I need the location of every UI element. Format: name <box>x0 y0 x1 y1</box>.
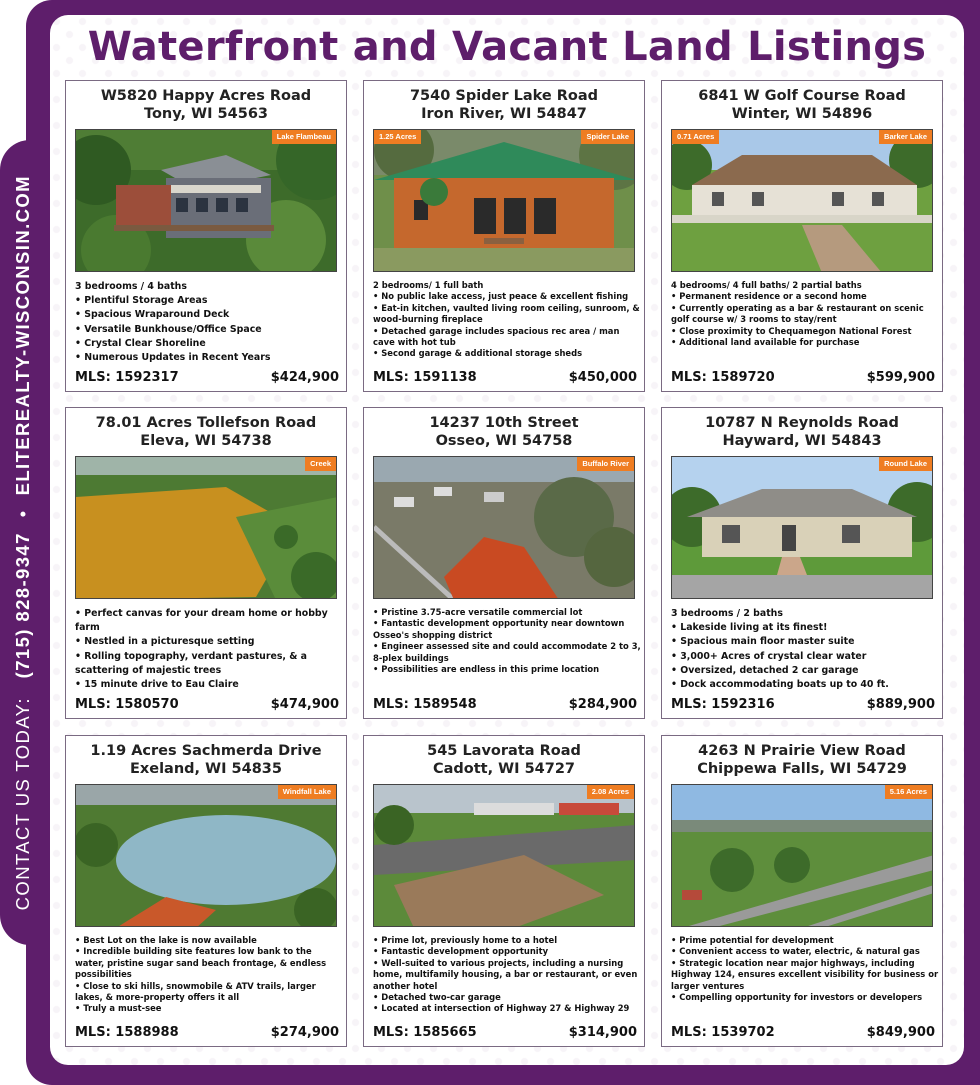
address-city: Chippewa Falls, WI 54729 <box>697 761 907 777</box>
feature-item: • Strategic location near major highways, including Highway 124, ensures excellent visibility for business or larger ventures <box>671 957 939 991</box>
feature-item: • No public lake access, just peace & excellent fishing <box>373 291 629 302</box>
water-badge: Creek <box>305 457 336 471</box>
feature-item: • Well-suited to various projects, including a nursing home, multifamily housing, a bar or restaurant, or even another hotel <box>373 957 638 991</box>
address-street: 1.19 Acres Sachmerda Drive <box>90 743 322 759</box>
listing-price: $599,900 <box>866 370 935 385</box>
lake-badge: Lake Flambeau <box>272 130 336 144</box>
feature-item: • Additional land available for purchase <box>671 337 860 348</box>
listing-features <box>75 935 343 1015</box>
mls-number: MLS: 1591138 <box>373 370 477 385</box>
feature-item: 2 bedrooms/ 1 full bath <box>373 280 484 290</box>
page-title: Waterfront and Vacant Land Listings <box>87 24 927 70</box>
feature-item: • Permanent residence or a second home <box>671 291 867 302</box>
feature-item: • Perfect canvas for your dream home or hobby farm <box>75 608 328 634</box>
listing-price: $474,900 <box>270 697 339 712</box>
address-city: Iron River, WI 54847 <box>421 106 587 122</box>
listing-price: $274,900 <box>270 1025 339 1040</box>
listing-price: $889,900 <box>866 697 935 712</box>
feature-item: • Best Lot on the lake is now available <box>75 935 257 945</box>
address-city: Osseo, WI 54758 <box>435 433 573 449</box>
listing-photo[interactable] <box>75 784 337 927</box>
feature-item: • Pristine 3.75-acre versatile commercial lot <box>373 607 583 617</box>
listing-address <box>662 87 942 123</box>
listing-photo[interactable] <box>75 129 337 272</box>
address-city: Winter, WI 54896 <box>731 106 873 122</box>
feature-item: • Currently operating as a bar & restaurant on scenic golf course w/ 3 rooms to stay/rent <box>671 302 924 325</box>
address-street: 6841 W Golf Course Road <box>698 88 906 104</box>
listing-card-2[interactable] <box>363 80 645 392</box>
listing-card-8[interactable] <box>363 735 645 1047</box>
acreage-badge: 2.08 Acres <box>587 785 634 799</box>
mls-number: MLS: 1588988 <box>75 1025 179 1040</box>
lake-badge: Windfall Lake <box>278 785 336 799</box>
listing-features <box>373 607 641 675</box>
feature-item: • Close proximity to Chequamegon National Forest <box>671 325 912 336</box>
listing-price: $450,000 <box>568 370 637 385</box>
feature-item: • Incredible building site features low bank to the water, pristine sugar sand beach frontage, & endless possibilities <box>75 946 327 980</box>
feature-item: • Convenient access to water, electric, & natural gas <box>671 946 920 957</box>
feature-item: • Rolling topography, verdant pastures, & a scattering of majestic trees <box>75 650 308 676</box>
feature-item: • Plentiful Storage Areas <box>75 295 208 307</box>
listing-card-3[interactable] <box>661 80 943 392</box>
acreage-badge: 0.71 Acres <box>672 130 719 144</box>
listing-price: $284,900 <box>568 697 637 712</box>
listing-address <box>364 742 644 778</box>
listing-price: $314,900 <box>568 1025 637 1040</box>
address-street: 7540 Spider Lake Road <box>409 88 599 104</box>
feature-item: • Located at intersection of Highway 27 & Highway 29 <box>373 1003 630 1014</box>
phone-number[interactable]: (715) 828-9347 <box>12 532 33 679</box>
address-city: Hayward, WI 54843 <box>722 433 882 449</box>
feature-item: • Fantastic development opportunity <box>373 946 549 957</box>
listing-address <box>364 87 644 123</box>
mls-number: MLS: 1592316 <box>671 697 775 712</box>
feature-item: • Oversized, detached 2 car garage <box>671 664 859 676</box>
address-city: Eleva, WI 54738 <box>140 433 272 449</box>
listing-features <box>671 280 939 348</box>
feature-item: 4 bedrooms/ 4 full baths/ 2 partial baths <box>671 280 862 290</box>
listing-photo[interactable] <box>671 456 933 599</box>
feature-item: • Crystal Clear Shoreline <box>75 337 206 349</box>
mls-number: MLS: 1592317 <box>75 370 179 385</box>
feature-item: • Close to ski hills, snowmobile & ATV trails, larger lakes, & more-property offers it all <box>75 980 316 1003</box>
feature-item: • Numerous Updates in Recent Years <box>75 352 271 364</box>
separator-dot: • <box>12 509 33 518</box>
listing-photo[interactable] <box>373 456 635 599</box>
listing-address <box>662 414 942 450</box>
mls-number: MLS: 1589720 <box>671 370 775 385</box>
feature-item: • Compelling opportunity for investors or developers <box>671 992 923 1003</box>
address-street: 14237 10th Street <box>429 415 579 431</box>
listing-address <box>364 414 644 450</box>
feature-item: • Spacious Wraparound Deck <box>75 309 230 321</box>
address-street: W5820 Happy Acres Road <box>100 88 312 104</box>
listing-features <box>671 607 939 692</box>
listing-features <box>75 280 343 365</box>
address-street: 78.01 Acres Tollefson Road <box>95 415 317 431</box>
listing-address <box>662 742 942 778</box>
listing-card-4[interactable] <box>65 407 347 719</box>
website-link[interactable]: ELITEREALTY-WISCONSIN.COM <box>12 174 33 496</box>
feature-item: • Dock accommodating boats up to 40 ft. <box>671 679 889 691</box>
mls-number: MLS: 1585665 <box>373 1025 477 1040</box>
feature-item: • Engineer assessed site and could accommodate 2 to 3, 8-plex buildings <box>373 641 641 663</box>
feature-item: • 3,000+ Acres of crystal clear water <box>671 650 867 662</box>
feature-item: • Prime lot, previously home to a hotel <box>373 935 558 945</box>
listing-price: $424,900 <box>270 370 339 385</box>
lake-badge: Round Lake <box>879 457 932 471</box>
address-street: 545 Lavorata Road <box>427 743 581 759</box>
listing-features <box>373 935 641 1015</box>
feature-item: • Lakeside living at its finest! <box>671 622 828 634</box>
listing-card-6[interactable] <box>661 407 943 719</box>
address-city: Tony, WI 54563 <box>143 106 268 122</box>
feature-item: • Nestled in a picturesque setting <box>75 636 255 648</box>
river-badge: Buffalo River <box>577 457 634 471</box>
listing-features <box>75 607 343 692</box>
feature-item: • 15 minute drive to Eau Claire <box>75 679 239 691</box>
acreage-badge: 5.16 Acres <box>885 785 932 799</box>
feature-item: • Versatile Bunkhouse/Office Space <box>75 323 262 335</box>
listing-card-9[interactable] <box>661 735 943 1047</box>
listing-photo[interactable] <box>671 784 933 927</box>
feature-item: 3 bedrooms / 4 baths <box>75 281 187 292</box>
feature-item: • Spacious main floor master suite <box>671 636 855 648</box>
listing-photo[interactable] <box>671 129 933 272</box>
listing-photo[interactable] <box>373 784 635 927</box>
listing-card-7[interactable] <box>65 735 347 1047</box>
feature-item: • Eat-in kitchen, vaulted living room ceiling, sunroom, & wood-burning fireplace <box>373 302 640 325</box>
contact-sidebar <box>5 140 41 945</box>
listing-address <box>66 87 346 123</box>
listing-card-5[interactable] <box>363 407 645 719</box>
address-city: Cadott, WI 54727 <box>432 761 576 777</box>
feature-item: • Possibilities are endless in this prime location <box>373 664 600 675</box>
mls-number: MLS: 1539702 <box>671 1025 775 1040</box>
feature-item: • Second garage & additional storage sheds <box>373 348 583 359</box>
mls-number: MLS: 1589548 <box>373 697 477 712</box>
listing-features <box>373 280 641 360</box>
feature-item: • Prime potential for development <box>671 935 834 945</box>
address-city: Exeland, WI 54835 <box>130 761 282 777</box>
lake-badge: Barker Lake <box>879 130 932 144</box>
feature-item: • Truly a must-see <box>75 1003 162 1014</box>
listing-features <box>671 935 939 1003</box>
feature-item: • Detached garage includes spacious rec area / man cave with hot tub <box>373 325 620 348</box>
listing-card-1[interactable] <box>65 80 347 392</box>
feature-item: 3 bedrooms / 2 baths <box>671 608 783 619</box>
lake-badge: Spider Lake <box>581 130 634 144</box>
feature-item: • Fantastic development opportunity near downtown Osseo's shopping district <box>373 618 625 640</box>
acreage-badge: 1.25 Acres <box>374 130 421 144</box>
listing-photo[interactable] <box>373 129 635 272</box>
listing-photo[interactable] <box>75 456 337 599</box>
listing-price: $849,900 <box>866 1025 935 1040</box>
listing-address <box>66 742 346 778</box>
feature-item: • Detached two-car garage <box>373 992 501 1003</box>
listing-address <box>66 414 346 450</box>
address-street: 4263 N Prairie View Road <box>698 743 906 759</box>
address-street: 10787 N Reynolds Road <box>705 415 899 431</box>
contact-label: CONTACT US TODAY: <box>12 696 33 911</box>
mls-number: MLS: 1580570 <box>75 697 179 712</box>
